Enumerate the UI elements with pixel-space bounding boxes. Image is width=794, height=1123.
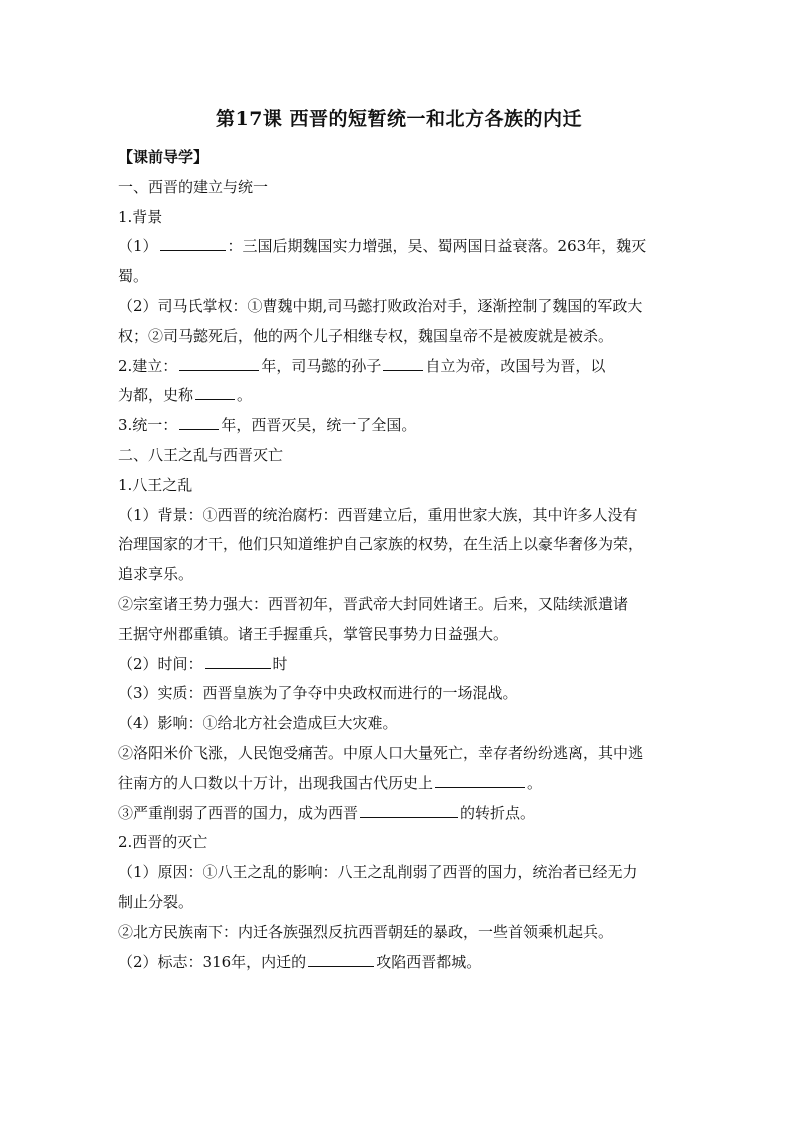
text-line: ②北方民族南下：内迁各族强烈反抗西晋朝廷的暴政，一些首领乘机起兵。	[118, 922, 614, 941]
text-line: （1）原因：①八王之乱的影响：八王之乱削弱了西晋的国力，统治者已经无力	[118, 863, 638, 882]
text-line: 2.建立： 年，司马懿的孙子 自立为帝，改国号为晋，以	[118, 352, 680, 382]
text-line: 为都，史称 。	[118, 381, 680, 411]
fill-in-blank[interactable]	[179, 412, 219, 430]
fill-in-blank[interactable]	[160, 233, 226, 251]
text-line: 制止分裂。	[118, 892, 194, 911]
lesson-title: 第17课 西晋的短暂统一和北方各族的内迁	[215, 108, 583, 130]
fill-in-blank[interactable]	[360, 800, 458, 818]
text-line: ②宗室诸王势力强大：西晋初年，晋武帝大封同姓诸王。后来，又陆续派遣诸	[118, 594, 629, 613]
text-line: （1） ：三国后期魏国实力增强，吴、蜀两国日益衰落。263年，魏灭	[118, 232, 680, 262]
text-line: （2）标志：316年，内迁的 攻陷西晋都城。	[118, 948, 680, 978]
fill-in-blank[interactable]	[179, 353, 259, 371]
subheading-western-jin-fall: 2.西晋的灭亡	[118, 833, 208, 852]
fill-in-blank[interactable]	[308, 949, 374, 967]
text-line: 往南方的人口数以十万计，出现我国古代历史上 。	[118, 769, 680, 799]
text-line: 治理国家的才干，他们只知道维护自己家族的权势，在生活上以豪华奢侈为荣，	[118, 535, 644, 554]
heading-2: 二、八王之乱与西晋灭亡	[118, 445, 284, 464]
subheading-eight-princes: 1.八王之乱	[118, 475, 193, 494]
text-line: 权；②司马懿死后，他的两个儿子相继专权，魏国皇帝不是被废就是被杀。	[118, 326, 614, 345]
worksheet-body	[118, 143, 680, 977]
text-line: 蜀。	[118, 267, 149, 286]
text-line: （4）影响：①给北方社会造成巨大灾难。	[118, 714, 398, 733]
subheading-background: 1.背景	[118, 207, 163, 226]
heading-1: 一、西晋的建立与统一	[118, 177, 269, 196]
text-line: ③严重削弱了西晋的国力，成为西晋 的转折点。	[118, 799, 680, 829]
text-line: （3）实质：西晋皇族为了争夺中央政权而进行的一场混战。	[118, 684, 518, 703]
fill-in-blank[interactable]	[435, 770, 525, 788]
fill-in-blank[interactable]	[205, 651, 271, 669]
text-line: （2）司马氏掌权：①曹魏中期,司马懿打败政治对手，逐渐控制了魏国的军政大	[118, 296, 643, 315]
text-line: ②洛阳米价飞涨，人民饱受痛苦。中原人口大量死亡，幸存者纷纷逃离，其中逃	[118, 743, 644, 762]
text-line: 3.统一： 年，西晋灭吴，统一了全国。	[118, 411, 680, 441]
fill-in-blank[interactable]	[383, 353, 423, 371]
text-line: 追求享乐。	[118, 565, 194, 584]
fill-in-blank[interactable]	[195, 382, 235, 400]
section-header: 【课前导学】	[118, 148, 209, 166]
text-line: （2）时间： 时	[118, 650, 680, 680]
text-line: 王据守州郡重镇。诸王手握重兵，掌管民事势力日益强大。	[118, 624, 509, 643]
text-line: （1）背景：①西晋的统治腐朽：西晋建立后，重用世家大族，其中许多人没有	[118, 505, 638, 524]
